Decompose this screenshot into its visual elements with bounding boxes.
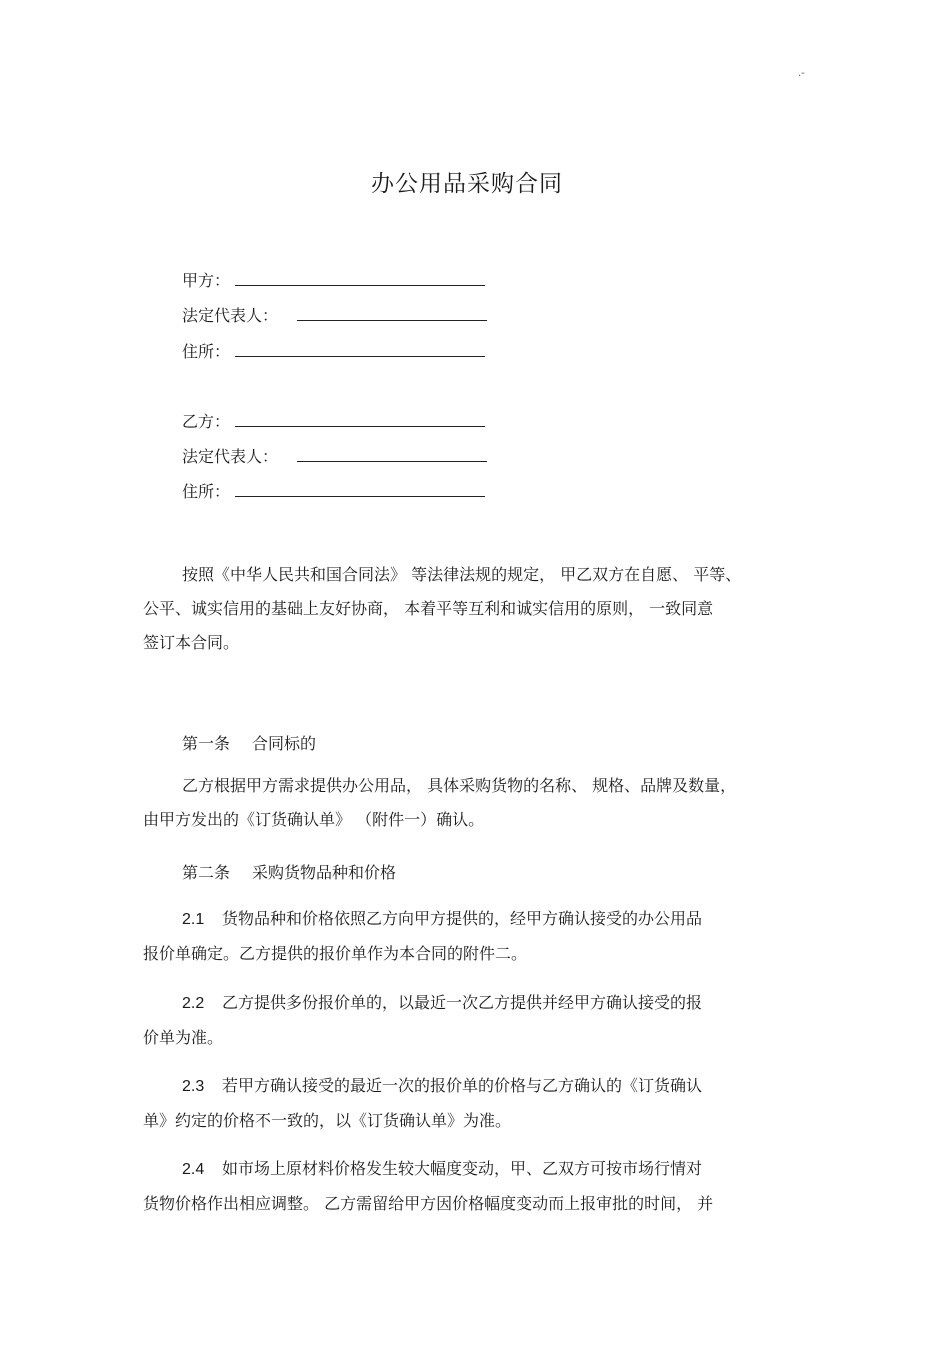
party-a-address-label: 住所：	[182, 342, 231, 361]
clause-2-2	[143, 986, 807, 1055]
preamble-line: 公平、诚实信用的基础上友好协商， 本着平等互利和诚实信用的原则， 一致同意	[143, 599, 714, 618]
party-b-name-field	[182, 410, 485, 434]
clause-line: 货物品种和价格依照乙方向甲方提供的，经甲方确认接受的办公用品	[222, 909, 703, 928]
preamble-line: 按照《中华人民共和国合同法》 等法律法规的规定， 甲乙双方在自愿、 平等、	[182, 565, 742, 584]
party-a-name-field	[182, 269, 485, 293]
article-1-paragraph	[143, 769, 807, 837]
party-b-rep-blank	[297, 445, 487, 462]
clause-line: 货物价格作出相应调整。 乙方需留给甲方因价格幅度变动而上报审批的时间， 并	[143, 1194, 714, 1213]
preamble-line: 签订本合同。	[143, 633, 240, 652]
party-b-name-label: 乙方：	[182, 412, 231, 431]
clause-line: 乙方提供多份报价单的，以最近一次乙方提供并经甲方确认接受的报	[222, 993, 703, 1012]
clause-2-1	[143, 902, 807, 971]
clause-line: 如市场上原材料价格发生较大幅度变动，甲、乙双方可按市场行情对	[222, 1159, 703, 1178]
clause-line: 报价单确定。乙方提供的报价单作为本合同的附件二。	[143, 944, 528, 963]
clause-line: 价单为准。	[143, 1028, 224, 1047]
party-b-address-label: 住所：	[182, 482, 231, 501]
party-a-address-field	[182, 340, 485, 364]
clause-number: 2.2	[182, 995, 205, 1012]
clause-number: 2.1	[182, 911, 205, 928]
corner-mark: .-	[798, 68, 805, 79]
article-1-heading	[182, 731, 316, 754]
article-1-number: 第一条	[182, 734, 231, 753]
article-1-title: 合同标的	[252, 734, 317, 753]
article-1-line: 乙方根据甲方需求提供办公用品， 具体采购货物的名称、 规格、品牌及数量，	[182, 776, 737, 795]
clause-line: 若甲方确认接受的最近一次的报价单的价格与乙方确认的《订货确认	[222, 1076, 703, 1095]
article-2-heading	[182, 860, 396, 883]
party-a-rep-label: 法定代表人：	[182, 306, 279, 325]
party-a-rep-field	[182, 304, 487, 328]
preamble-paragraph	[143, 558, 807, 660]
clause-line: 单》约定的价格不一致的，以《订货确认单》为准。	[143, 1111, 512, 1130]
party-a-name-label: 甲方：	[182, 271, 231, 290]
article-1-line: 由甲方发出的《订货确认单》 （附件一）确认。	[143, 810, 485, 829]
party-a-name-blank	[235, 269, 485, 286]
party-b-address-blank	[235, 480, 485, 497]
article-2-title: 采购货物品种和价格	[252, 863, 397, 882]
document-title: 办公用品采购合同	[371, 171, 563, 197]
party-a-address-blank	[235, 340, 485, 357]
party-b-name-blank	[235, 410, 485, 427]
party-b-rep-field	[182, 445, 487, 469]
clause-number: 2.4	[182, 1161, 205, 1178]
clause-2-4	[143, 1152, 807, 1221]
clause-2-3	[143, 1069, 807, 1138]
party-b-address-field	[182, 480, 485, 504]
clause-number: 2.3	[182, 1078, 205, 1095]
article-2-number: 第二条	[182, 863, 231, 882]
party-b-rep-label: 法定代表人：	[182, 447, 279, 466]
party-a-rep-blank	[297, 304, 487, 321]
